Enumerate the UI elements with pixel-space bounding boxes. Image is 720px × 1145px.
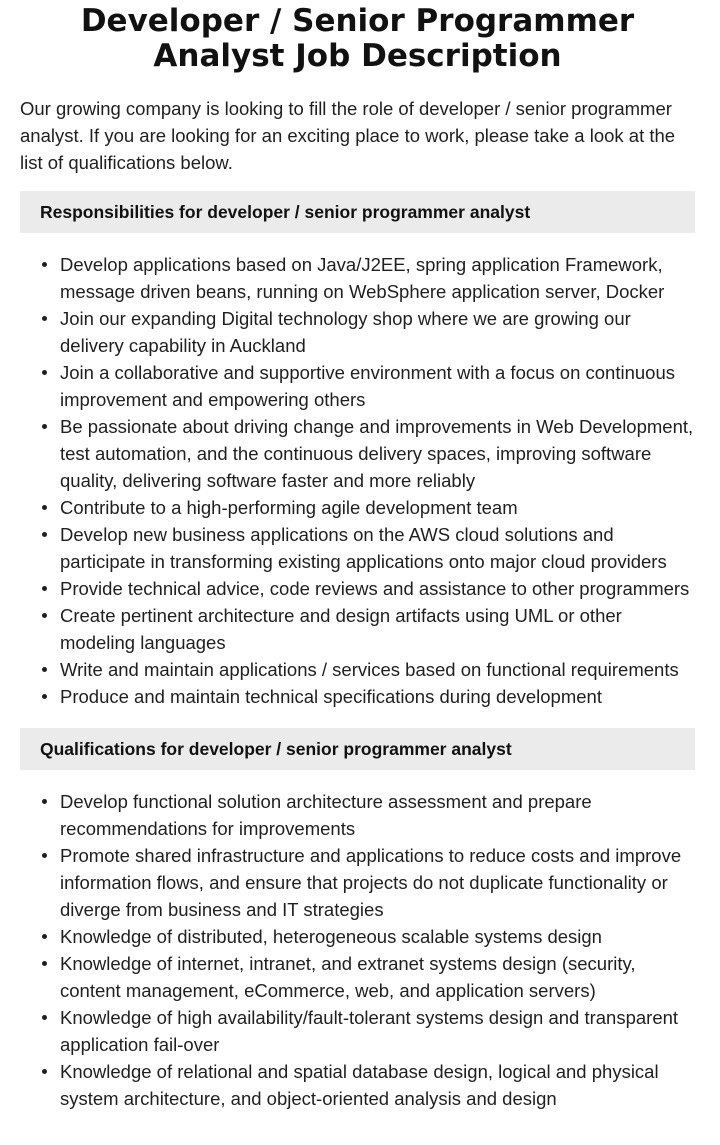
qualifications-list (20, 788, 695, 1112)
list-item: Knowledge of internet, intranet, and extranet systems design (security, content management, eCommerce, web, and application servers) (60, 950, 695, 1004)
qualifications-heading: Qualifications for developer / senior programmer analyst (20, 728, 695, 770)
responsibilities-list (20, 251, 695, 710)
list-item: Develop new business applications on the AWS cloud solutions and participate in transforming existing applications onto major cloud providers (60, 521, 695, 575)
list-item: Write and maintain applications / services based on functional requirements (60, 656, 695, 683)
list-item: Contribute to a high-performing agile development team (60, 494, 695, 521)
list-item: Promote shared infrastructure and applications to reduce costs and improve information flows, and ensure that projects do not duplicate functionality or diverge from business and IT strategies (60, 842, 695, 923)
page-title: Developer / Senior Programmer Analyst Job Description (80, 3, 635, 74)
list-item: Knowledge of relational and spatial database design, logical and physical system architecture, and object-oriented analysis and design (60, 1058, 695, 1112)
list-item: Provide technical advice, code reviews and assistance to other programmers (60, 575, 695, 602)
list-item: Produce and maintain technical specifications during development (60, 683, 695, 710)
list-item: Create pertinent architecture and design artifacts using UML or other modeling languages (60, 602, 695, 656)
list-item: Develop applications based on Java/J2EE, spring application Framework, message driven beans, running on WebSphere application server, Docker (60, 251, 695, 305)
list-item: Develop functional solution architecture assessment and prepare recommendations for improvements (60, 788, 695, 842)
list-item: Knowledge of high availability/fault-tolerant systems design and transparent application fail-over (60, 1004, 695, 1058)
list-item: Knowledge of distributed, heterogeneous scalable systems design (60, 923, 695, 950)
qualifications-section (20, 728, 695, 1112)
responsibilities-section (20, 191, 695, 710)
list-item: Join our expanding Digital technology shop where we are growing our delivery capability in Auckland (60, 305, 695, 359)
responsibilities-heading: Responsibilities for developer / senior programmer analyst (20, 191, 695, 233)
intro-paragraph: Our growing company is looking to fill the role of developer / senior programmer analyst. If you are looking for an exciting place to work, please take a look at the list of qualifications below. (20, 98, 676, 173)
list-item: Be passionate about driving change and improvements in Web Development, test automation, and the continuous delivery spaces, improving software quality, delivering software faster and more reliably (60, 413, 695, 494)
list-item: Join a collaborative and supportive environment with a focus on continuous improvement and empowering others (60, 359, 695, 413)
